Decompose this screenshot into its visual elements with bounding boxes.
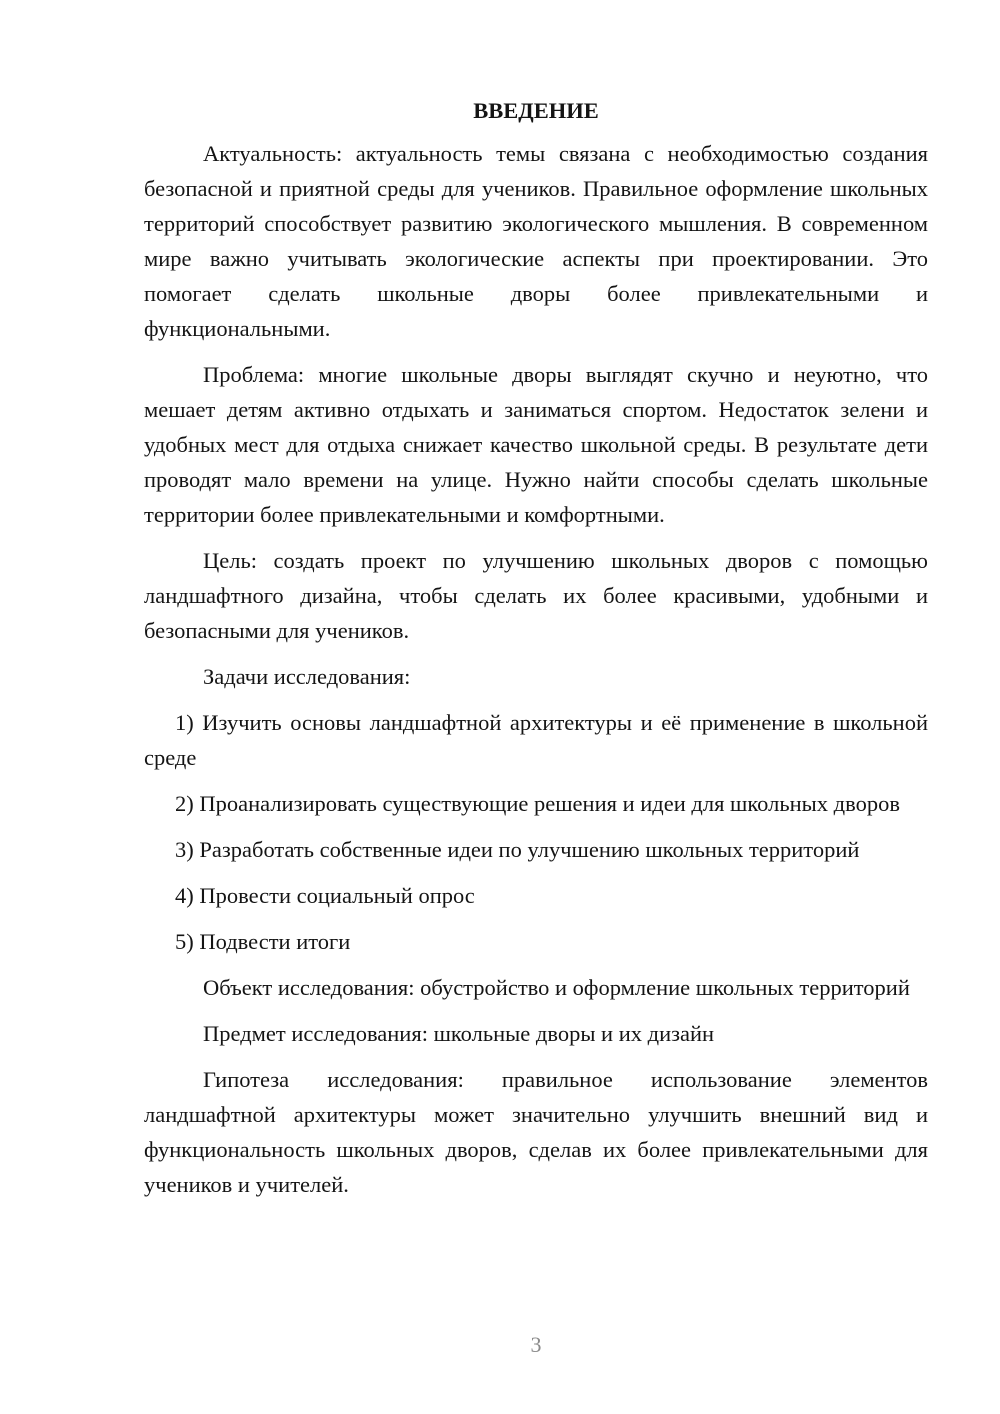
hypothesis-paragraph: Гипотеза исследования: правильное использование элементов ландшафтной архитектуры может значительно улучшить внешний вид и функциональность школьных дворов, сделав их более привлекательными для учеников и учителей. [144,1067,928,1197]
goal-paragraph: Цель: создать проект по улучшению школьных дворов с помощью ландшафтного дизайна, чтобы сделать их более красивыми, удобными и безопасными для учеников. [144,548,928,643]
task-item: 1) Изучить основы ландшафтной архитектуры и её применение в школьной среде [144,710,928,770]
tasks-heading: Задачи исследования: [203,664,411,689]
document-body [144,96,928,1213]
subject-paragraph: Предмет исследования: школьные дворы и их дизайн [203,1021,715,1046]
task-item: 3) Разработать собственные идеи по улучшению школьных территорий [175,837,860,862]
page-number: 3 [530,1332,542,1357]
object-paragraph: Объект исследования: обустройство и оформление школьных территорий [203,975,910,1000]
relevance-paragraph: Актуальность: актуальность темы связана с необходимостью создания безопасной и приятной среды для учеников. Правильное оформление школьных территорий способствует развитию экологического мышления. В современном мире важно учитывать экологические аспекты при проектировании. Это помогает сделать школьные дворы более привлекательными и функциональными. [144,141,928,341]
section-title: ВВЕДЕНИЕ [473,98,599,123]
problem-paragraph: Проблема: многие школьные дворы выглядят скучно и неуютно, что мешает детям активно отдыхать и заниматься спортом. Недостаток зелени и удобных мест для отдыха снижает качество школьной среды. В результате дети проводят мало времени на улице. Нужно найти способы сделать школьные территории более привлекательными и комфортными. [144,362,928,527]
task-item: 5) Подвести итоги [175,929,351,954]
task-item: 4) Провести социальный опрос [175,883,475,908]
task-item: 2) Проанализировать существующие решения и идеи для школьных дворов [175,791,900,816]
